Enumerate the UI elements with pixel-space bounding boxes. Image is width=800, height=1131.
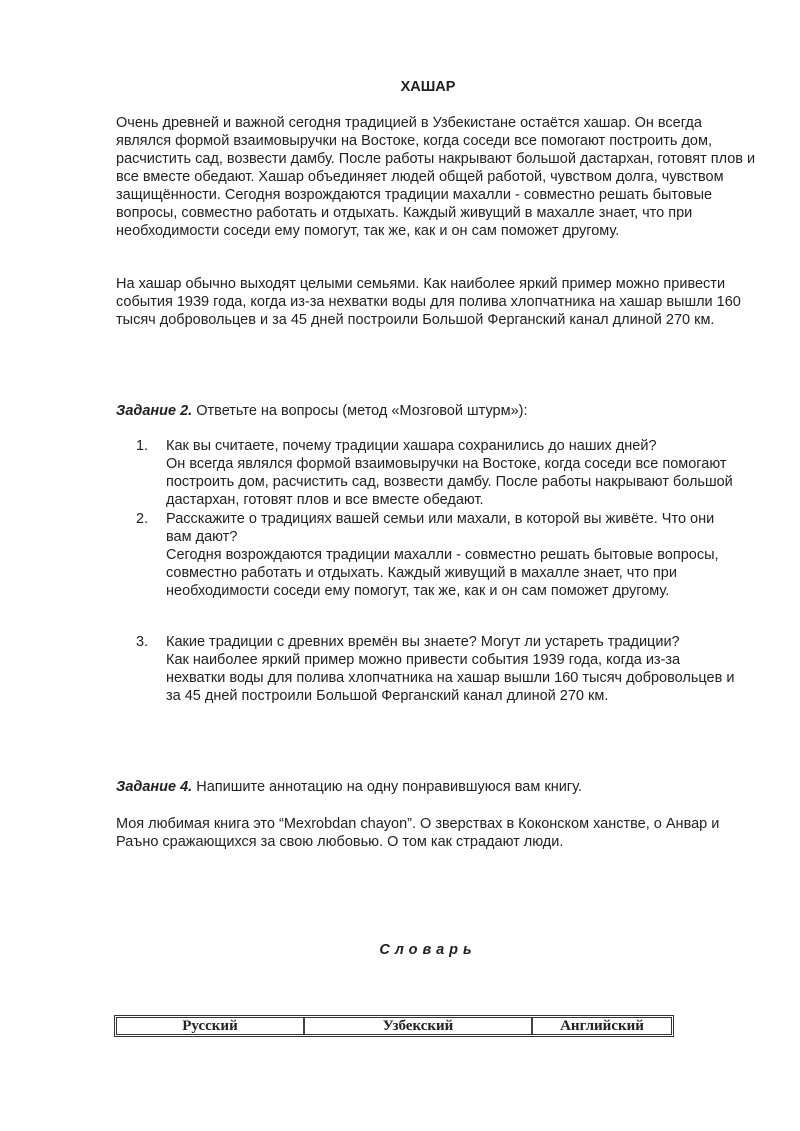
list-item bbox=[136, 633, 736, 705]
example-paragraph: На хашар обычно выходят целыми семьями. Как наиболее яркий пример можно привести события 1939 года, когда из-за нехватки воды для полива хлопчатника на хашар вышли 160 тысяч добровольцев и за 45 дней построили Большой Ферганский канал длиной 270 км. bbox=[116, 276, 741, 328]
column-header-uzbek: Узбекский bbox=[305, 1018, 533, 1034]
list-item bbox=[136, 510, 736, 600]
dictionary-title: Словарь bbox=[379, 942, 477, 958]
task-4-heading bbox=[116, 778, 756, 796]
column-header-russian: Русский bbox=[117, 1018, 305, 1034]
column-header-english: Английский bbox=[560, 1017, 644, 1034]
question-list-item-2 bbox=[136, 510, 736, 600]
dictionary-table bbox=[114, 1015, 674, 1037]
answer-text: Сегодня возрождаются традиции махалли - совместно решать бытовые вопросы, совместно работать и отдыхать. Каждый живущий в махалле знает, что при необходимости соседи ему помогут, так же, как и он сам поможет другому. bbox=[166, 547, 719, 599]
intro-paragraph: Очень древней и важной сегодня традицией в Узбекистане остаётся хашар. Он всегда являлся формой взаимовыручки на Востоке, когда соседи все помогают построить дом, расчистить сад, возвести дамбу. После работы накрывают большой дастархан, готовят плов и все вместе обедают. Хашар объединяет людей общей работой, чувством долга, чувством защищённости. Сегодня возрождаются традиции махалли - совместно решать бытовые вопросы, совместно работать и отдыхать. Каждый живущий в махалле знает, что при необходимости соседи ему помогут, так же, как и он сам поможет другому. bbox=[116, 115, 756, 239]
question-number: 2. bbox=[136, 511, 149, 527]
task-2-label: Задание 2. bbox=[116, 403, 193, 419]
answer-text: Как наиболее яркий пример можно привести события 1939 года, когда из-за нехватки воды для полива хлопчатника на хашар вышли 160 тысяч добровольцев и за 45 дней построили Большой Ферганский канал длиной 270 км. bbox=[166, 652, 735, 704]
question-number: 1. bbox=[136, 438, 149, 454]
question-list-item-1 bbox=[136, 437, 736, 509]
page-title: ХАШАР bbox=[400, 79, 456, 95]
task-4-label: Задание 4. bbox=[116, 779, 193, 795]
question-text: Расскажите о традициях вашей семьи или махали, в которой вы живёте. Что они вам дают? bbox=[166, 511, 715, 545]
question-list-item-3 bbox=[136, 633, 736, 705]
book-paragraph: Моя любимая книга это “Mexrobdan chayon”. О зверствах в Коконском ханстве, о Анвар и Раъно сражающихся за свою любовью. О том как страдают люди. bbox=[116, 816, 720, 850]
question-text: Какие традиции с древних времён вы знаете? Могут ли устареть традиции? bbox=[166, 634, 680, 650]
question-number: 3. bbox=[136, 634, 149, 650]
task-2-heading bbox=[116, 402, 756, 420]
task-4-text: Напишите аннотацию на одну понравившуюся вам книгу. bbox=[192, 779, 582, 795]
list-item bbox=[136, 437, 736, 509]
task-2-text: Ответьте на вопросы (метод «Мозговой штурм»): bbox=[192, 403, 528, 419]
question-text: Как вы считаете, почему традиции хашара сохранились до наших дней? bbox=[166, 438, 657, 454]
answer-text: Он всегда являлся формой взаимовыручки на Востоке, когда соседи все помогают построить дом, расчистить сад, возвести дамбу. После работы накрывают большой дастархан, готовят плов и все вместе обедают. bbox=[166, 456, 733, 508]
